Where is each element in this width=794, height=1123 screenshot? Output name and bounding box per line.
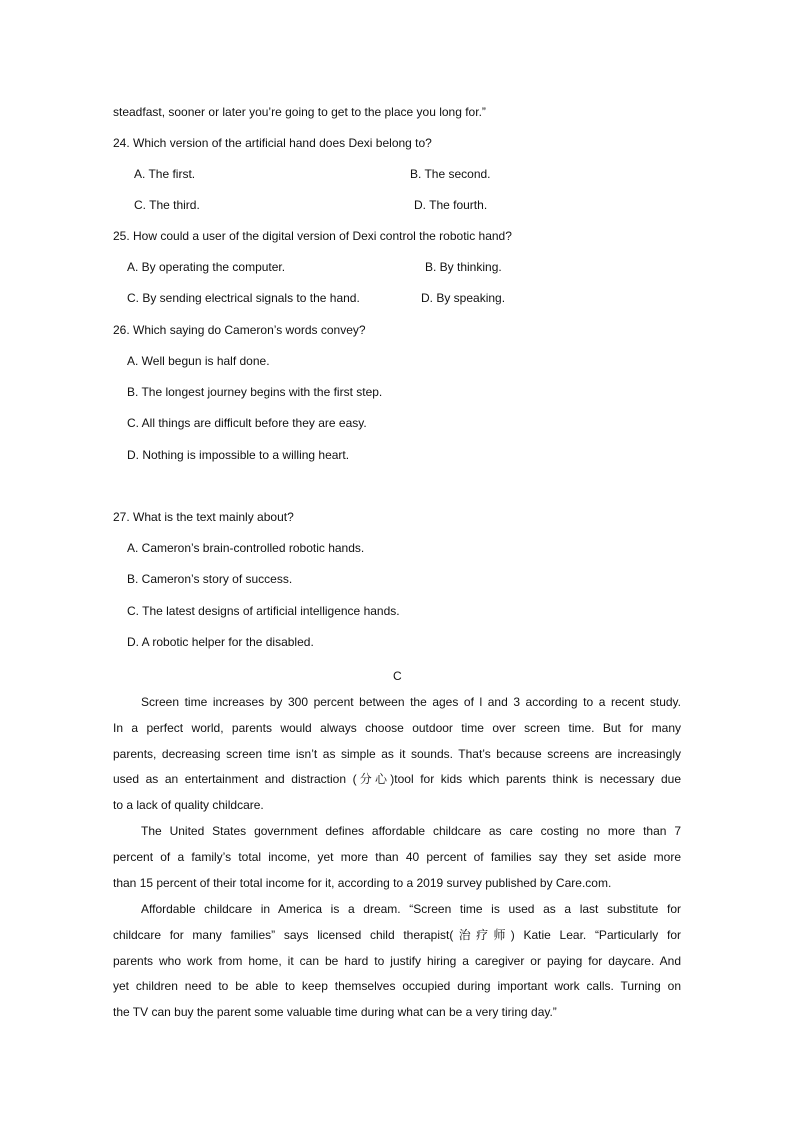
option-d: D. By speaking. (421, 291, 506, 305)
paragraph-line: parents who work from home, it can be hard to justify hiring a caregiver or paying for daycare. And (113, 953, 681, 968)
paragraph-line: the TV can buy the parent some valuable time during what can be a very tiring day.” (113, 1005, 557, 1020)
option-a: A. Well begun is half done. (127, 354, 270, 368)
paragraph-line: Screen time increases by 300 percent between the ages of l and 3 according to a recent study. (141, 695, 681, 709)
option-c: C. By sending electrical signals to the hand. (127, 291, 360, 305)
option-c: C. All things are difficult before they are easy. (127, 416, 367, 430)
option-b: B. Cameron’s story of success. (127, 572, 293, 586)
paragraph-line: In a perfect world, parents would always choose outdoor time over screen time. But for many (113, 720, 681, 735)
section-heading: C (393, 669, 402, 683)
option-b: B. By thinking. (425, 260, 502, 274)
option-c: C. The latest designs of artificial intelligence hands. (127, 604, 400, 618)
paragraph-line: used as an entertainment and distraction (分心)tool for kids which parents think is necessary due (113, 772, 681, 787)
option-d: D. The fourth. (414, 198, 488, 212)
option-a: A. By operating the computer. (127, 260, 286, 274)
option-b: B. The second. (410, 167, 491, 181)
paragraph-line: Affordable childcare in America is a dream. “Screen time is used as a last substitute for (141, 902, 681, 916)
paragraph-3 (113, 901, 681, 1030)
paragraph-line: childcare for many families” says licensed child therapist(治疗师) Katie Lear. “Particularly for (113, 927, 681, 942)
paragraph-line: The United States government defines affordable childcare as care costing no more than 7 (141, 824, 681, 838)
paragraph-2 (113, 823, 681, 900)
paragraph-line: than 15 percent of their total income for it, according to a 2019 survey published by Care.com. (113, 875, 612, 890)
paragraph-line: percent of a family’s total income, yet more than 40 percent of families say they set aside more (113, 849, 681, 864)
question-stem: 25. How could a user of the digital version of Dexi control the robotic hand? (113, 229, 512, 243)
option-a: A. The first. (134, 167, 196, 181)
option-b: B. The longest journey begins with the first step. (127, 385, 383, 399)
paragraph-line: parents, decreasing screen time isn’t as simple as it sounds. That’s because screens are increasingly (113, 746, 681, 761)
question-stem: 24. Which version of the artificial hand does Dexi belong to? (113, 136, 432, 150)
intro-line: steadfast, sooner or later you’re going to get to the place you long for.” (113, 105, 486, 119)
paragraph-line: to a lack of quality childcare. (113, 798, 264, 813)
option-a: A. Cameron’s brain-controlled robotic hands. (127, 541, 365, 555)
option-d: D. A robotic helper for the disabled. (127, 635, 314, 649)
question-stem: 27. What is the text mainly about? (113, 510, 294, 524)
question-stem: 26. Which saying do Cameron’s words convey? (113, 323, 366, 337)
option-c: C. The third. (134, 198, 200, 212)
option-d: D. Nothing is impossible to a willing heart. (127, 448, 350, 462)
paragraph-1 (113, 694, 681, 823)
paragraph-line: yet children need to be able to keep themselves occupied during important work calls. Turning on (113, 979, 681, 994)
